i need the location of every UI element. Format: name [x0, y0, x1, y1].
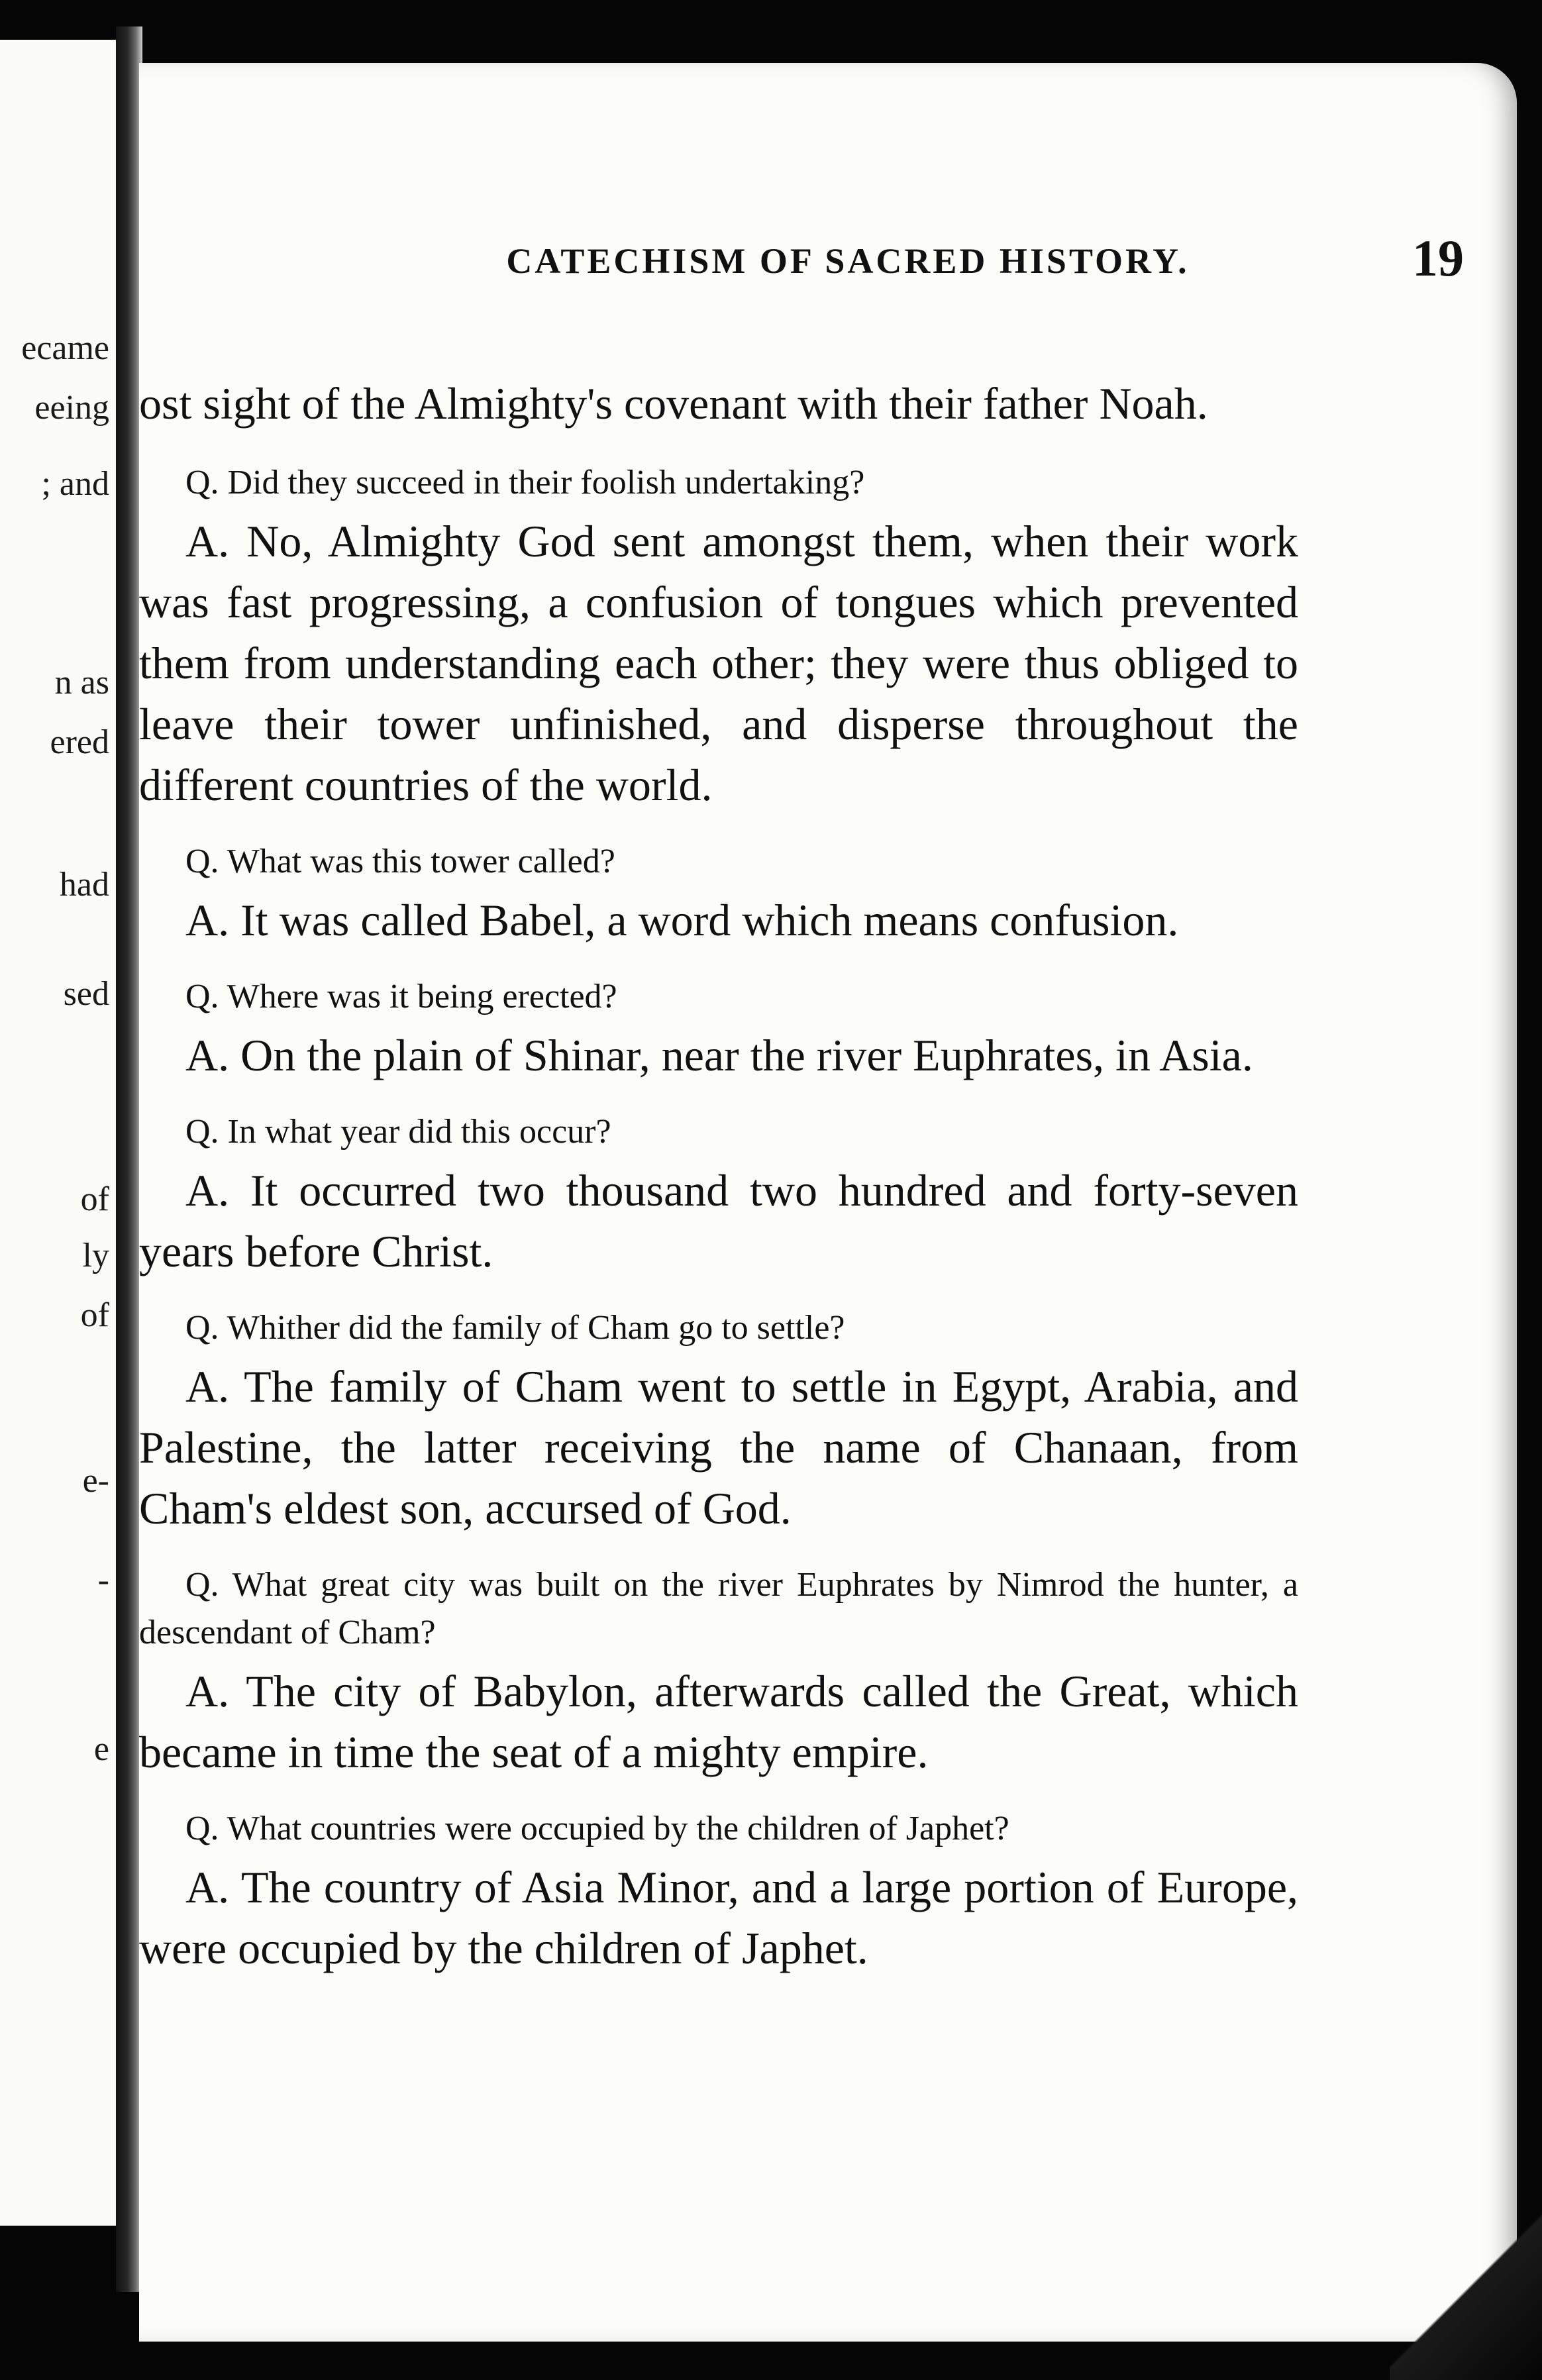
question: Q. Whither did the family of Cham go to settle?	[185, 1309, 845, 1347]
page-number: 19	[1412, 229, 1464, 287]
question: Q. What was this tower called?	[185, 843, 615, 880]
facing-page-fragment: e-	[82, 1462, 109, 1500]
page-curl-shadow	[1390, 2161, 1542, 2380]
running-title: CATECHISM OF SACRED HISTORY.	[506, 241, 1190, 281]
answer: A. The family of Cham went to settle in Egypt, Arabia, and Palestine, the latter receiving the name of Chanaan, from Cham's eldest son, accursed of God.	[139, 1361, 1298, 1533]
answer: A. The country of Asia Minor, and a large portion of Europe, were occupied by the children of Japhet.	[139, 1862, 1298, 1973]
facing-page-fragment: -	[97, 1561, 109, 1599]
answer: A. The city of Babylon, afterwards called the Great, which became in time the seat of a mighty empire.	[139, 1666, 1298, 1777]
answer: A. On the plain of Shinar, near the river Euphrates, in Asia.	[185, 1030, 1253, 1080]
question: Q. What countries were occupied by the children of Japhet?	[185, 1810, 1009, 1847]
facing-page-edge	[0, 40, 116, 2226]
facing-page-fragment: of	[80, 1296, 109, 1334]
facing-page-fragment: sed	[63, 975, 109, 1013]
facing-page-fragment: ered	[50, 723, 109, 761]
page-body	[139, 374, 1298, 1985]
question: Q. In what year did this occur?	[185, 1113, 611, 1151]
answer: A. No, Almighty God sent amongst them, when their work was fast progressing, a confusion of tongues which prevented them from understanding each other; they were thus obliged to leave their tower unfinished, and disperse throughout the different countries of the world.	[139, 516, 1298, 810]
continued-paragraph: ost sight of the Almighty's covenant with their father Noah.	[139, 378, 1208, 429]
facing-page-fragment: ; and	[41, 465, 109, 503]
book-page	[139, 63, 1517, 2342]
answer: A. It was called Babel, a word which means confusion.	[185, 895, 1179, 945]
facing-page-fragment: e	[93, 1730, 109, 1768]
binding-gutter	[116, 26, 142, 2292]
facing-page-fragment: ecame	[21, 329, 109, 367]
facing-page-fragment: of	[80, 1180, 109, 1218]
question: Q. Did they succeed in their foolish undertaking?	[185, 464, 865, 501]
answer: A. It occurred two thousand two hundred and forty-seven years before Christ.	[139, 1165, 1298, 1276]
facing-page-fragment: had	[59, 866, 109, 904]
facing-page-fragment: ly	[82, 1237, 109, 1274]
running-head	[351, 229, 1504, 295]
question: Q. Where was it being erected?	[185, 978, 617, 1015]
question: Q. What great city was built on the river Euphrates by Nimrod the hunter, a descendant of Cham?	[139, 1566, 1298, 1651]
facing-page-fragment: n as	[54, 664, 109, 701]
facing-page-fragment: eeing	[34, 389, 109, 427]
